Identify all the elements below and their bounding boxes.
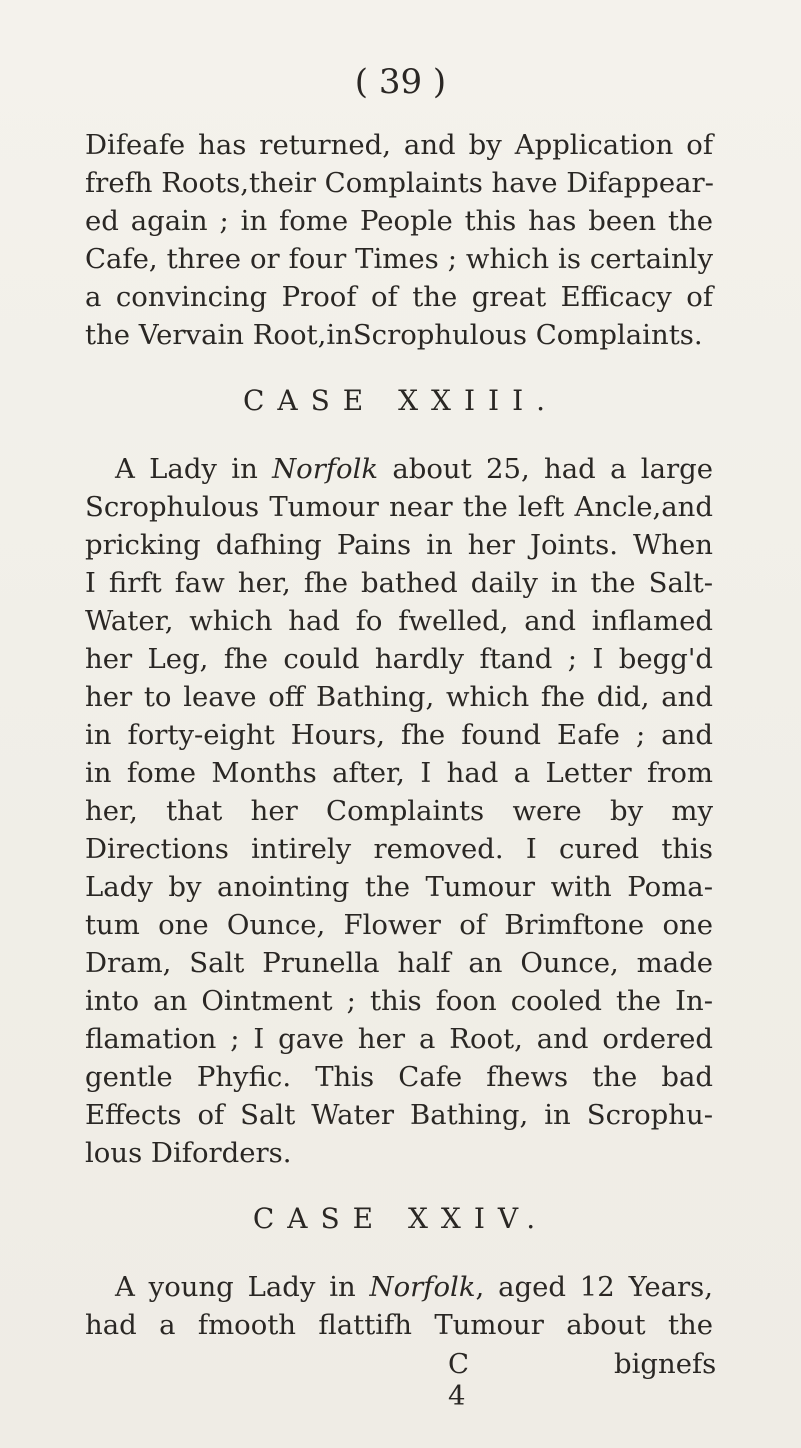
case-heading: CASE XXIII. <box>242 384 559 417</box>
text-line: a convincing Proof of the great Efficacy of <box>85 281 713 313</box>
text-line: into an Ointment ; this foon cooled the In- <box>85 985 713 1017</box>
catchword: bignefs <box>614 1348 717 1380</box>
place-name: Norfolk <box>272 453 379 485</box>
page-number: ( 39 ) <box>354 62 447 102</box>
text-line: frefh Roots,their Complaints have Difappear- <box>85 167 714 199</box>
text-line: tum one Ounce, Flower of Brimftone one <box>85 909 713 941</box>
text-line: Scrophulous Tumour near the left Ancle,and <box>85 491 713 523</box>
signature-mark: C 4 <box>448 1348 470 1412</box>
text-line: Lady by anointing the Tumour with Poma- <box>85 871 713 903</box>
text-line: I firft faw her, fhe bathed daily in the Salt- <box>85 567 713 599</box>
text-line: the Vervain Root,inScrophulous Complaints. <box>85 319 703 351</box>
text-line: had a fmooth flattifh Tumour about the <box>85 1309 713 1341</box>
text-line: lous Diforders. <box>85 1137 292 1169</box>
text-line: Difeafe has returned, and by Application of <box>85 129 713 161</box>
text-line: Dram, Salt Prunella half an Ounce, made <box>85 947 713 979</box>
text-line: Directions intirely removed. I cured this <box>85 833 713 865</box>
text-line: Cafe, three or four Times ; which is certainly <box>85 243 713 275</box>
text-line: her to leave off Bathing, which fhe did, and <box>85 681 713 713</box>
text-line: in forty-eight Hours, fhe found Eafe ; and <box>85 719 713 751</box>
text-line: in fome Months after, I had a Letter from <box>85 757 713 789</box>
text-line: flamation ; I gave her a Root, and ordered <box>85 1023 713 1055</box>
text-line: A young Lady in Norfolk, aged 12 Years, <box>115 1271 713 1303</box>
text-line: gentle Phyfic. This Cafe fhews the bad <box>85 1061 713 1093</box>
text-line: her, that her Complaints were by my <box>85 795 713 827</box>
text-line: Effects of Salt Water Bathing, in Scrophu- <box>85 1099 713 1131</box>
place-name: Norfolk <box>369 1271 476 1303</box>
text-line: her Leg, fhe could hardly ftand ; I begg'd <box>85 643 713 675</box>
text-line: ed again ; in fome People this has been the <box>85 205 713 237</box>
text-line: pricking dafhing Pains in her Joints. When <box>85 529 713 561</box>
case-heading: CASE XXIV. <box>252 1202 549 1235</box>
text-line: A Lady in Norfolk about 25, had a large <box>115 453 713 485</box>
text-line: Water, which had fo fwelled, and inflamed <box>85 605 713 637</box>
